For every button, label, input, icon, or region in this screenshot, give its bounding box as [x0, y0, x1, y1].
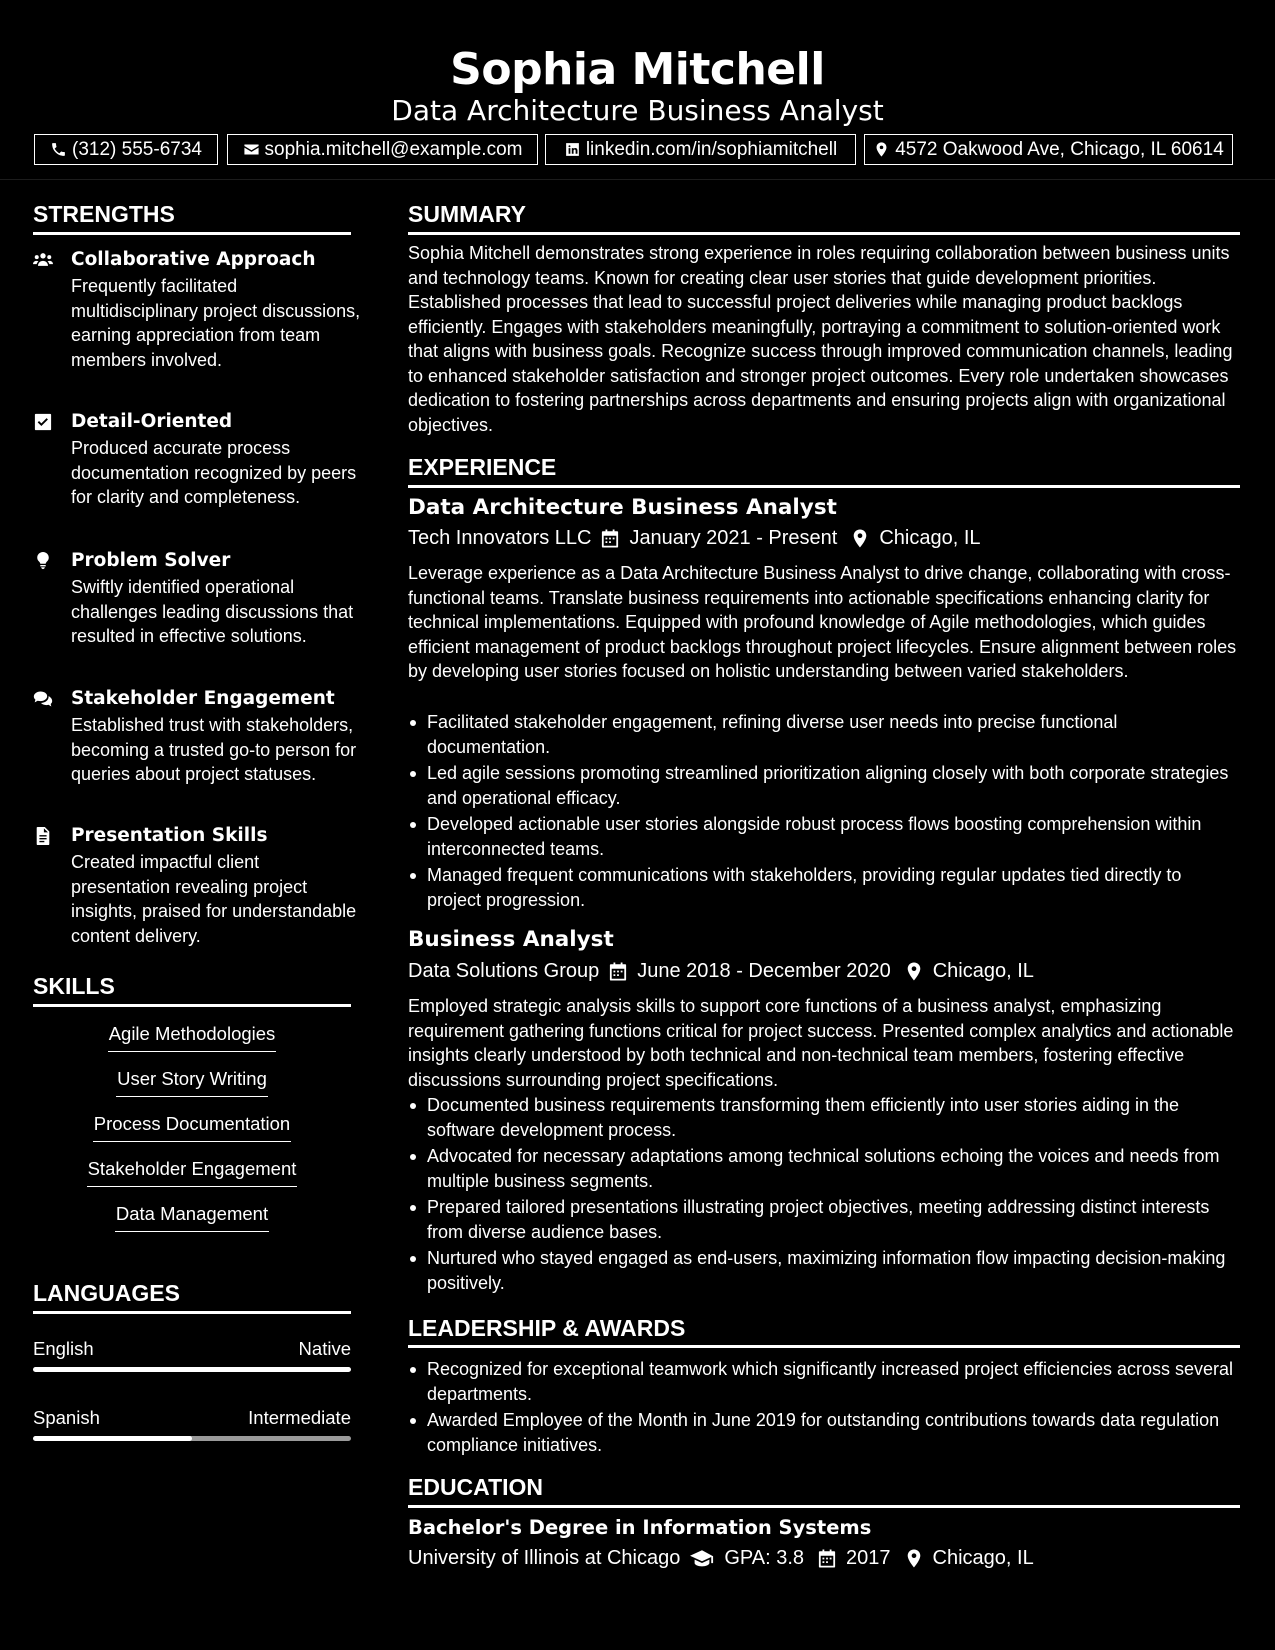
education-location: Chicago, IL [932, 1547, 1034, 1569]
job-title: Business Analyst [408, 927, 614, 952]
phone-icon [50, 141, 67, 158]
check-square-icon [33, 413, 53, 433]
map-pin-icon [905, 1549, 923, 1568]
list-item: Nurtured who stayed engaged as end-users, maximizing information flow impacting decision-making positively. [408, 1246, 1238, 1295]
strength-title: Detail-Oriented [71, 411, 233, 432]
strengths-divider [33, 232, 351, 235]
calendar-icon [601, 529, 619, 548]
calendar-icon [609, 962, 627, 981]
education-gpa: GPA: 3.8 [724, 1547, 805, 1569]
contact-address[interactable] [864, 134, 1233, 165]
awards-heading: LEADERSHIP & AWARDS [408, 1315, 686, 1341]
list-item: Led agile sessions promoting streamlined prioritization aligning closely with both corporate strategies and operational efficacy. [408, 761, 1238, 810]
languages-divider [33, 1311, 351, 1314]
language-proficiency-fill [33, 1367, 351, 1372]
resume-header [0, 0, 1275, 180]
education-divider [408, 1505, 1240, 1508]
strength-item [33, 824, 357, 949]
strength-item [33, 549, 353, 674]
strength-description: Swiftly identified operational challenges leading discussions that resulted in effective solutions. [71, 577, 354, 646]
strength-title: Problem Solver [71, 550, 231, 571]
contact-phone-text: (312) 555-6734 [72, 138, 202, 160]
list-item: Facilitated stakeholder engagement, refining diverse user needs into precise functional documentation. [408, 710, 1238, 759]
strength-description: Frequently facilitated multidisciplinary project discussions, earning appreciation from team members involved. [71, 276, 361, 370]
strength-title: Stakeholder Engagement [71, 688, 335, 709]
comments-icon [33, 690, 53, 710]
strength-item [33, 248, 361, 398]
language-proficiency-fill [33, 1436, 192, 1441]
contact-phone[interactable] [34, 134, 218, 165]
list-item: Advocated for necessary adaptations among technical solutions echoing the voices and needs from multiple business segments. [408, 1144, 1238, 1193]
language-name: Spanish [33, 1407, 100, 1428]
envelope-icon [243, 141, 260, 158]
strength-item [33, 410, 357, 535]
linkedin-icon [564, 141, 581, 158]
strength-description: Established trust with stakeholders, becoming a trusted go-to person for queries about project statuses. [71, 715, 357, 784]
candidate-name: Sophia Mitchell [450, 44, 825, 95]
summary-text: Sophia Mitchell demonstrates strong experience in roles requiring collaboration between business units and technology teams. Known for creating clear user stories that guide development priorities. Established processes that lead to successful project deliveries while managing product backlogs efficiently. Engages with stakeholders meaningfully, portraying a commitment to solution-oriented work that aligns with business goals. Recognize success through improved communication channels, leading to enhanced stakeholder satisfaction and stronger project outcomes. Every role undertaken showcases dedication to fostering partnerships across departments and ensuring projects align with organizational objectives. [408, 243, 1233, 435]
list-item: Managed frequent communications with stakeholders, providing regular updates tied directly to project progression. [408, 863, 1238, 912]
languages-heading: LANGUAGES [33, 1280, 180, 1306]
contact-email[interactable] [227, 134, 538, 165]
job-title: Data Architecture Business Analyst [408, 495, 837, 520]
map-pin-icon [905, 962, 923, 981]
language-level: Intermediate [248, 1407, 351, 1428]
education-year: 2017 [846, 1547, 891, 1569]
list-item: Prepared tailored presentations illustrating project objectives, meeting addressing distinct interests from diverse audience bases. [408, 1195, 1238, 1244]
strength-description: Produced accurate process documentation recognized by peers for clarity and completeness. [71, 438, 357, 507]
experience-heading: EXPERIENCE [408, 454, 557, 480]
contact-email-text: sophia.mitchell@example.com [264, 138, 523, 160]
document-icon [33, 827, 53, 847]
skill-tag: User Story Writing [33, 1066, 351, 1097]
language-level: Native [298, 1338, 351, 1359]
language-row [33, 1406, 351, 1430]
summary-divider [408, 232, 1240, 235]
users-icon [33, 251, 53, 271]
contact-linkedin-text: linkedin.com/in/sophiamitchell [585, 138, 838, 160]
list-item: Developed actionable user stories alongside robust process flows boosting comprehension within interconnected teams. [408, 812, 1238, 861]
experience-divider [408, 485, 1240, 488]
company-name: Tech Innovators LLC [408, 527, 592, 549]
job-location: Chicago, IL [879, 527, 981, 549]
job-location: Chicago, IL [932, 960, 1034, 982]
strength-title: Presentation Skills [71, 825, 268, 846]
list-item: Awarded Employee of the Month in June 2019 for outstanding contributions towards data regulation compliance initiatives. [408, 1408, 1238, 1457]
skill-tag: Data Management [33, 1201, 351, 1232]
contact-address-text: 4572 Oakwood Ave, Chicago, IL 60614 [895, 138, 1224, 160]
strength-title: Collaborative Approach [71, 249, 316, 270]
job-dates: June 2018 - December 2020 [637, 960, 891, 982]
skill-tag: Agile Methodologies [33, 1021, 351, 1052]
skill-tag: Stakeholder Engagement [33, 1156, 351, 1187]
school-name: University of Illinois at Chicago [408, 1547, 681, 1569]
education-heading: EDUCATION [408, 1474, 544, 1500]
job-bullets [408, 1093, 1238, 1297]
skill-tag: Process Documentation [33, 1111, 351, 1142]
candidate-title: Data Architecture Business Analyst [391, 94, 884, 127]
job-description: Employed strategic analysis skills to support core functions of a business analyst, emphasizing requirement gathering functions critical for project success. Presented complex analytics and actionable insights clearly understood by both technical and non-technical team members, fostering effective discussions surrounding project specifications. [408, 996, 1234, 1090]
strengths-heading: STRENGTHS [33, 201, 175, 227]
job-dates: January 2021 - Present [629, 527, 838, 549]
education-meta [408, 1544, 1034, 1572]
list-item: Recognized for exceptional teamwork which significantly increased project efficiencies across several departments. [408, 1357, 1238, 1406]
map-pin-icon [873, 141, 890, 158]
company-name: Data Solutions Group [408, 960, 600, 982]
skills-heading: SKILLS [33, 973, 115, 999]
language-row [33, 1337, 351, 1361]
calendar-icon [818, 1549, 836, 1568]
strength-item [33, 687, 357, 812]
job-bullets [408, 710, 1238, 914]
degree-title: Bachelor's Degree in Information Systems [408, 1516, 872, 1539]
list-item: Documented business requirements transforming them efficiently into user stories aiding in the software development process. [408, 1093, 1238, 1142]
summary-heading: SUMMARY [408, 201, 526, 227]
language-proficiency-bar [33, 1367, 351, 1372]
graduation-cap-icon [690, 1549, 714, 1568]
job-meta [408, 524, 981, 552]
language-name: English [33, 1338, 94, 1359]
lightbulb-icon [33, 552, 53, 572]
awards-divider [408, 1345, 1240, 1348]
language-proficiency-bar [33, 1436, 351, 1441]
awards-list [408, 1357, 1238, 1459]
strength-description: Created impactful client presentation revealing project insights, praised for understandable content delivery. [71, 852, 357, 946]
job-description: Leverage experience as a Data Architecture Business Analyst to drive change, collaborating with cross-functional teams. Translate business requirements into actionable specifications enhancing clarity for technical implementations. Equipped with profound knowledge of Agile methodologies, which guides efficient management of product backlogs throughout project lifecycles. Ensure alignment between roles by developing user stories focused on holistic understanding between varied stakeholders. [408, 563, 1237, 681]
map-pin-icon [851, 529, 869, 548]
job-meta [408, 957, 1034, 985]
contact-linkedin[interactable] [545, 134, 856, 165]
skills-divider [33, 1004, 351, 1007]
